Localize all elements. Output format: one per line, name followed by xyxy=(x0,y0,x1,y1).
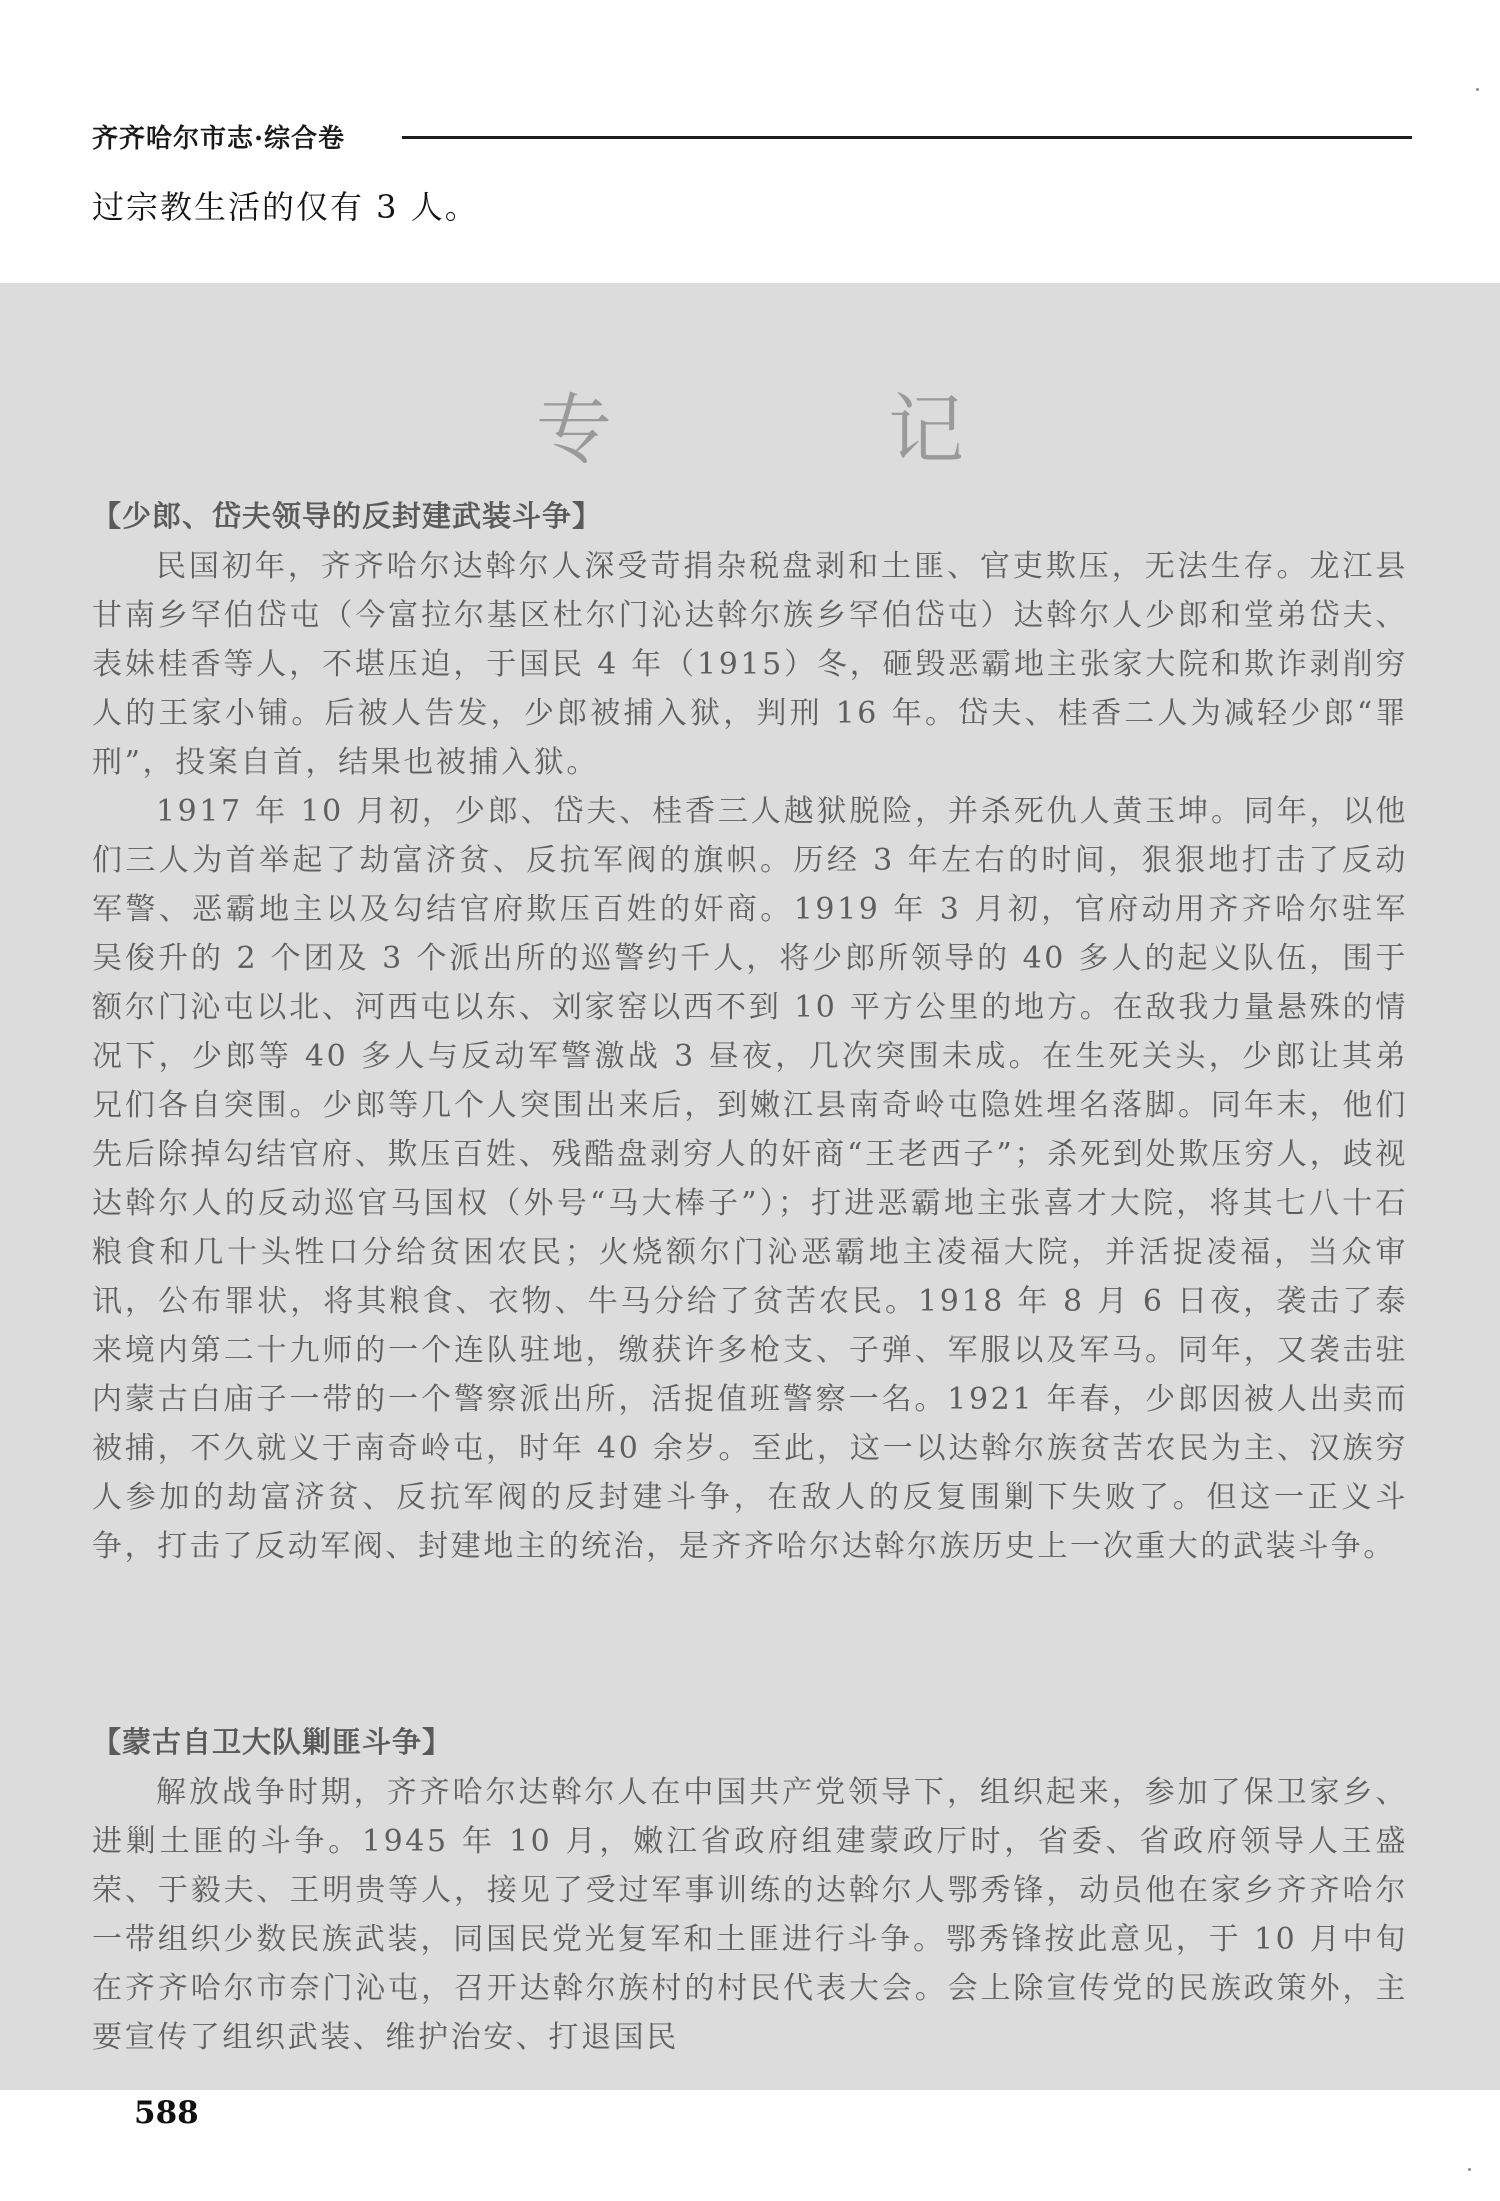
carryover-line: 过宗教生活的仅有 3 人。 xyxy=(92,188,479,226)
article-paragraph: 民国初年，齐齐哈尔达斡尔人深受苛捐杂税盘剥和土匪、官吏欺压，无法生存。龙江县甘南乡罕伯岱屯（今富拉尔基区杜尔门沁达斡尔族乡罕伯岱屯）达斡尔人少郎和堂弟岱夫、表妹桂香等人，不堪压迫，于国民 4 年（1915）冬，砸毁恶霸地主张家大院和欺诈剥削穷人的王家小铺。后被人告发，少郎被捕入狱，判刑 16 年。岱夫、桂香二人为减轻少郎“罪刑”，投案自首，结果也被捕入狱。 xyxy=(92,549,1408,780)
header-rule xyxy=(402,136,1412,139)
article-paragraph: 解放战争时期，齐齐哈尔达斡尔人在中国共产党领导下，组织起来，参加了保卫家乡、进剿土匪的斗争。1945 年 10 月，嫩江省政府组建蒙政厅时，省委、省政府领导人王盛荣、于毅夫、王明贵等人，接见了受过军事训练的达斡尔人鄂秀锋，动员他在家乡齐齐哈尔一带组织少数民族武装，同国民党光复军和土匪进行斗争。鄂秀锋按此意见，于 10 月中旬在齐齐哈尔市奈门沁屯，召开达斡尔族村的村民代表大会。会上除宣传党的民族政策外，主要宣传了组织武装、维护治安、打退国民 xyxy=(92,1775,1408,2055)
scan-speck xyxy=(1468,2168,1471,2171)
section-title: 专 记 xyxy=(536,384,1064,474)
page-number: 588 xyxy=(134,2095,199,2131)
article-paragraph: 1917 年 10 月初，少郎、岱夫、桂香三人越狱脱险，并杀死仇人黄玉坤。同年，以他们三人为首举起了劫富济贫、反抗军阀的旗帜。历经 3 年左右的时间，狠狠地打击了反动军警、恶霸地主以及勾结官府欺压百姓的奸商。1919 年 3 月初，官府动用齐齐哈尔驻军吴俊升的 2 个团及 3 个派出所的巡警约千人，将少郎所领导的 40 多人的起义队伍，围于额尔门沁屯以北、河西屯以东、刘家窑以西不到 10 平方公里的地方。在敌我力量悬殊的情况下，少郎等 40 多人与反动军警激战 3 昼夜，几次突围未成。在生死关头，少郎让其弟兄们各自突围。少郎等几个人突围出来后，到嫩江县南奇岭屯隐姓埋名落脚。同年末，他们先后除掉勾结官府、欺压百姓、残酷盘剥穷人的奸商“王老西子”；杀死到处欺压穷人，歧视达斡尔人的反动巡官马国权（外号“马大棒子”）；打进恶霸地主张喜才大院，将其七八十石粮食和几十头牲口分给贫困农民；火烧额尔门沁恶霸地主凌福大院，并活捉凌福，当众审讯，公布罪状，将其粮食、衣物、牛马分给了贫苦农民。1918 年 8 月 6 日夜，袭击了泰来境内第二十九师的一个连队驻地，缴获许多枪支、子弹、军服以及军马。同年，又袭击驻内蒙古白庙子一带的一个警察派出所，活捉值班警察一名。1921 年春，少郎因被人出卖而被捕，不久就义于南奇岭屯，时年 40 余岁。至此，这一以达斡尔族贫苦农民为主、汉族穷人参加的劫富济贫、反抗军阀的反封建斗争，在敌人的反复围剿下失败了。但这一正义斗争，打击了反动军阀、封建地主的统治，是齐齐哈尔达斡尔族历史上一次重大的武装斗争。 xyxy=(92,794,1408,1564)
running-head: 齐齐哈尔市志·综合卷 xyxy=(92,124,346,154)
scan-speck xyxy=(1476,88,1479,91)
article-heading: 【蒙古自卫大队剿匪斗争】 xyxy=(92,1725,453,1759)
article-heading: 【少郎、岱夫领导的反封建武装斗争】 xyxy=(92,499,603,533)
